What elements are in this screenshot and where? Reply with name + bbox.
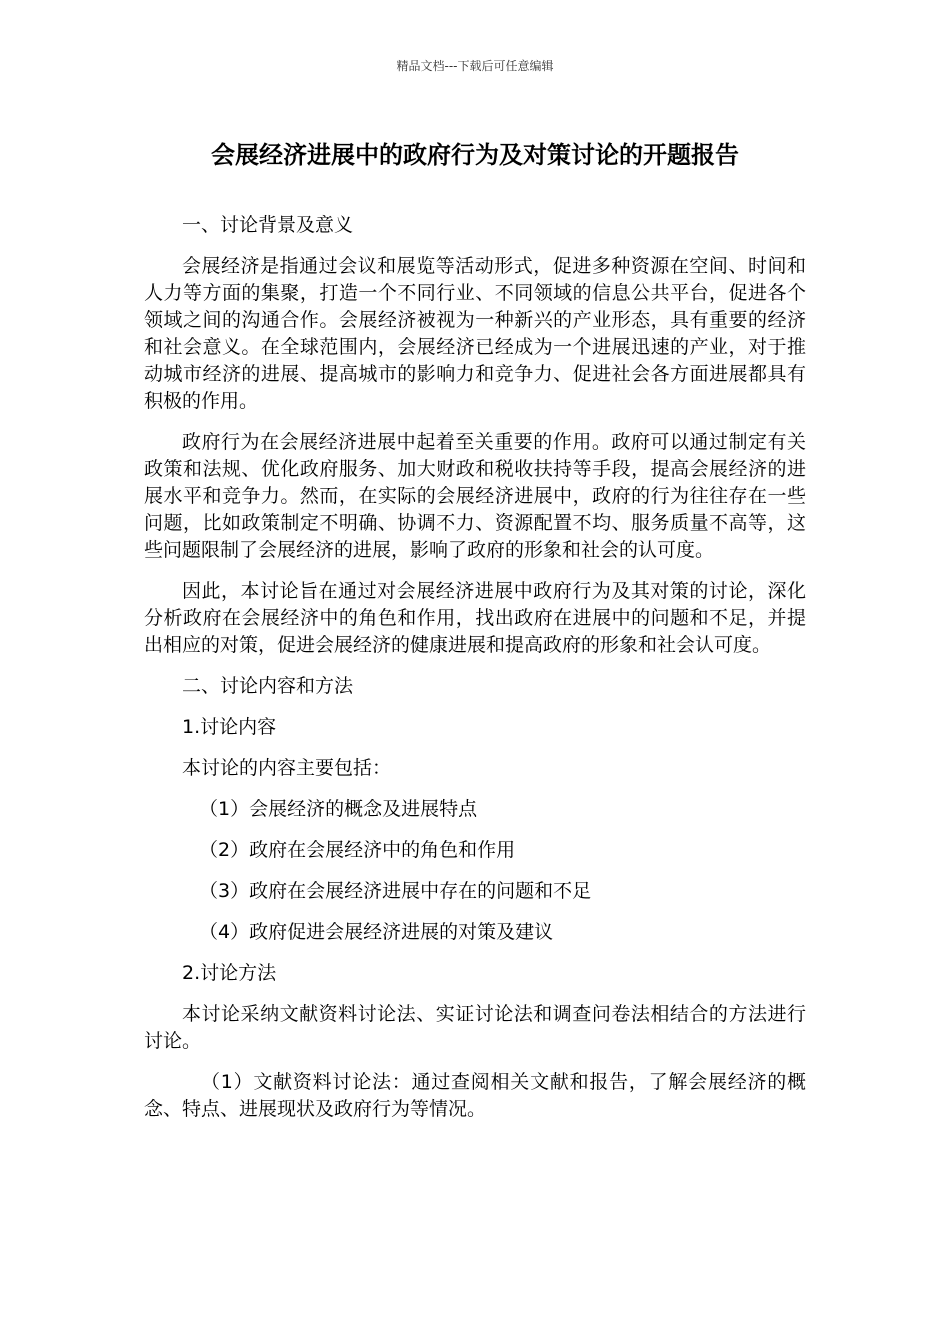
content-list-item: （1）会展经济的概念及进展特点 xyxy=(199,798,478,820)
content-intro: 本讨论的内容主要包括： xyxy=(182,757,392,779)
document-body xyxy=(144,212,806,1137)
content-list-item: （2）政府在会展经济中的角色和作用 xyxy=(199,839,516,861)
method-intro: 本讨论采纳文献资料讨论法、实证讨论法和调查问卷法相结合的方法进行讨论。 xyxy=(144,1003,806,1052)
paragraph-background-1: 会展经济是指通过会议和展览等活动形式，促进多种资源在空间、时间和人力等方面的集聚，打造一个不同行业、不同领域的信息公共平台，促进各个领域之间的沟通合作。会展经济被视为一种新兴的产业形态，具有重要的经济和社会意义。在全球范围内，会展经济已经成为一个进展迅速的产业，对于推动城市经济的进展、提高城市的影响力和竞争力、促进社会各方面进展都具有积极的作用。 xyxy=(144,255,806,412)
paragraph-background-3: 因此，本讨论旨在通过对会展经济进展中政府行为及其对策的讨论，深化分析政府在会展经济中的角色和作用，找出政府在进展中的问题和不足，并提出相应的对策，促进会展经济的健康进展和提高政府的形象和社会认可度。 xyxy=(144,580,806,656)
paragraph-background-2: 政府行为在会展经济进展中起着至关重要的作用。政府可以通过制定有关政策和法规、优化政府服务、加大财政和税收扶持等手段，提高会展经济的进展水平和竞争力。然而，在实际的会展经济进展中，政府的行为往往存在一些问题，比如政策制定不明确、协调不力、资源配置不均、服务质量不高等，这些问题限制了会展经济的进展，影响了政府的形象和社会的认可度。 xyxy=(144,431,806,561)
content-list-item: （4）政府促进会展经济进展的对策及建议 xyxy=(199,921,554,943)
subheading-method: 2.讨论方法 xyxy=(182,962,277,984)
page-header: 精品文档---下载后可任意编辑 xyxy=(396,59,554,73)
section-heading-content-method: 二、讨论内容和方法 xyxy=(182,675,354,697)
method-item-literature: （1）文献资料讨论法：通过查阅相关文献和报告，了解会展经济的概念、特点、进展现状及政府行为等情况。 xyxy=(144,1071,806,1120)
section-heading-background: 一、讨论背景及意义 xyxy=(182,214,354,236)
subheading-content: 1.讨论内容 xyxy=(182,716,277,738)
document-title: 会展经济进展中的政府行为及对策讨论的开题报告 xyxy=(211,141,739,169)
content-list-item: （3）政府在会展经济进展中存在的问题和不足 xyxy=(199,880,592,902)
